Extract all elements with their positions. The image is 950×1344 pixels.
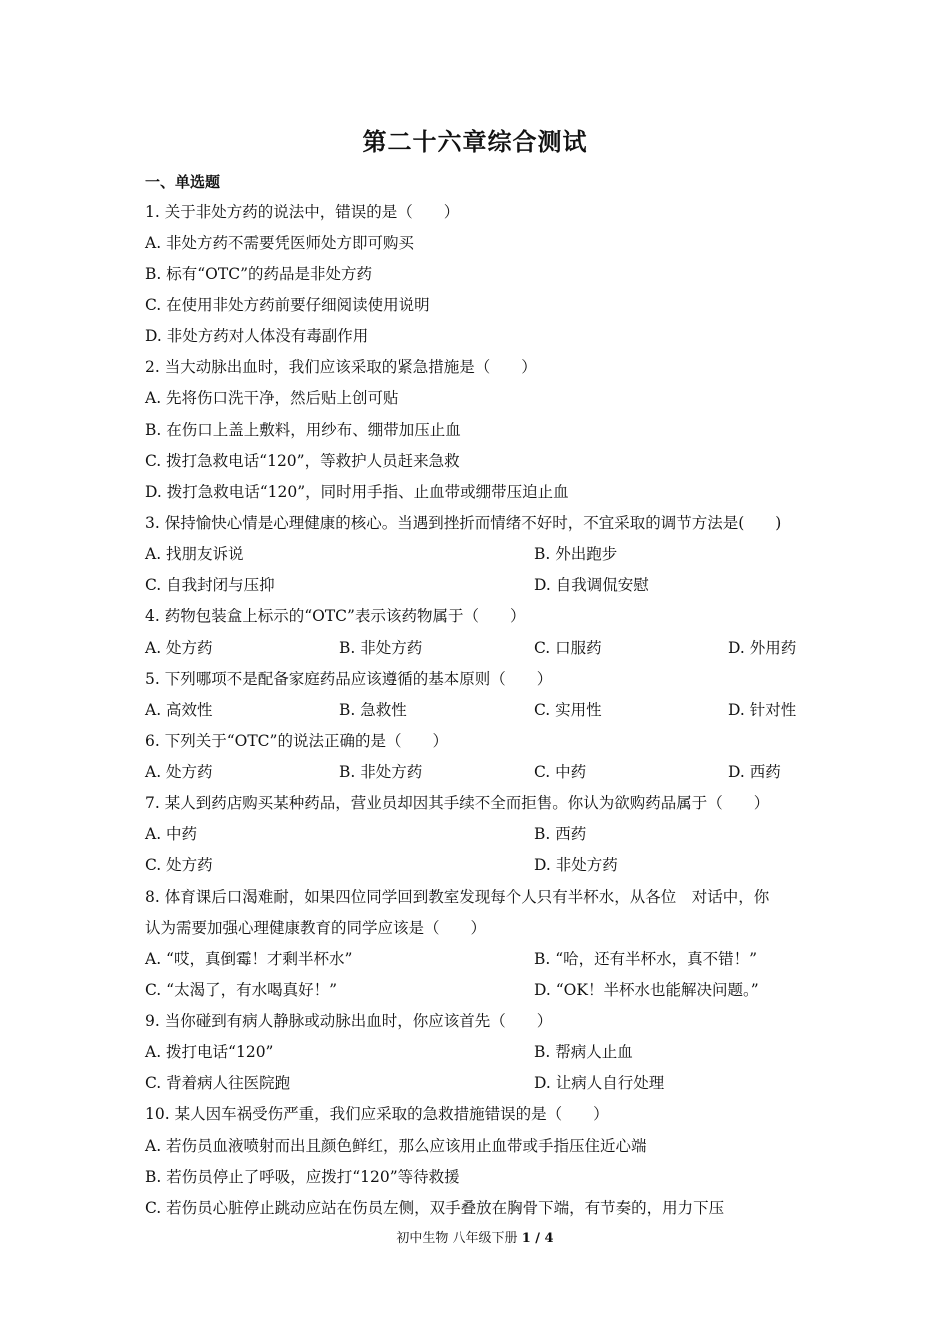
question-3-option-c: C. 自我封闭与压抑 [145, 576, 275, 594]
question-4-option-c: C. 口服药 [534, 639, 602, 657]
question-5-option-a: A. 高效性 [145, 701, 213, 719]
question-7-option-d: D. 非处方药 [534, 856, 618, 874]
question-7-stem: 7. 某人到药店购买某种药品，营业员却因其手续不全而拒售。你认为欲购药品属于（ ） [145, 794, 770, 812]
question-4-stem: 4. 药物包装盒上标示的“OTC”表示该药物属于（ ） [145, 607, 526, 625]
question-1-stem: 1. 关于非处方药的说法中，错误的是（ ） [145, 203, 460, 221]
question-1-option-c: C. 在使用非处方药前要仔细阅读使用说明 [145, 296, 430, 314]
question-2-option-b: B. 在伤口上盖上敷料，用纱布、绷带加压止血 [145, 421, 461, 439]
question-3-stem: 3. 保持愉快心情是心理健康的核心。当遇到挫折而情绪不好时，不宜采取的调节方法是( ) [145, 514, 782, 532]
question-7-option-b: B. 西药 [534, 825, 587, 843]
question-5-option-b: B. 急救性 [339, 701, 407, 719]
section-heading: 一、单选题 [145, 173, 221, 191]
question-9-option-c: C. 背着病人往医院跑 [145, 1074, 291, 1092]
question-8-option-a: A. “哎，真倒霉！才剩半杯水” [145, 950, 353, 968]
question-6-option-b: B. 非处方药 [339, 763, 423, 781]
question-6-option-a: A. 处方药 [145, 763, 213, 781]
question-8-option-c: C. “太渴了，有水喝真好！” [145, 981, 338, 999]
question-8-stem-line-1: 8. 体育课后口渴难耐，如果四位同学回到教室发现每个人只有半杯水，从各位 对话中，你 [145, 888, 770, 906]
question-9-option-a: A. 拨打电话“120” [145, 1043, 274, 1061]
question-10-stem: 10. 某人因车祸受伤严重，我们应采取的急救措施错误的是（ ） [145, 1105, 609, 1123]
question-5-stem: 5. 下列哪项不是配备家庭药品应该遵循的基本原则（ ） [145, 670, 553, 688]
question-6-stem: 6. 下列关于“OTC”的说法正确的是（ ） [145, 732, 448, 750]
question-4-option-b: B. 非处方药 [339, 639, 423, 657]
question-6-option-d: D. 西药 [728, 763, 781, 781]
question-8-option-d: D. “OK！半杯水也能解决问题。” [534, 981, 759, 999]
question-8-option-b: B. “哈，还有半杯水，真不错！” [534, 950, 758, 968]
question-4-option-d: D. 外用药 [728, 639, 797, 657]
question-2-option-d: D. 拨打急救电话“120”，同时用手指、止血带或绷带压迫止血 [145, 483, 569, 501]
question-1-option-a: A. 非处方药不需要凭医师处方即可购买 [145, 234, 415, 252]
question-10-option-a: A. 若伤员血液喷射而出且颜色鲜红，那么应该用止血带或手指压住近心端 [145, 1137, 647, 1155]
question-3-option-a: A. 找朋友诉说 [145, 545, 244, 563]
question-8-stem-line-2: 认为需要加强心理健康教育的同学应该是（ ） [145, 919, 487, 937]
question-1-option-b: B. 标有“OTC”的药品是非处方药 [145, 265, 372, 283]
page-number: 1 / 4 [521, 1231, 554, 1246]
question-7-option-c: C. 处方药 [145, 856, 213, 874]
question-2-stem: 2. 当大动脉出血时，我们应该采取的紧急措施是（ ） [145, 358, 537, 376]
question-10-option-c: C. 若伤员心脏停止跳动应站在伤员左侧，双手叠放在胸骨下端，有节奏的，用力下压 [145, 1199, 725, 1217]
page-footer [0, 1227, 950, 1246]
question-6-option-c: C. 中药 [534, 763, 587, 781]
question-9-option-d: D. 让病人自行处理 [534, 1074, 665, 1092]
question-9-stem: 9. 当你碰到有病人静脉或动脉出血时，你应该首先（ ） [145, 1012, 553, 1030]
question-7-option-a: A. 中药 [145, 825, 198, 843]
question-3-option-d: D. 自我调侃安慰 [534, 576, 649, 594]
question-5-option-d: D. 针对性 [728, 701, 797, 719]
question-9-option-b: B. 帮病人止血 [534, 1043, 633, 1061]
question-4-option-a: A. 处方药 [145, 639, 213, 657]
question-10-option-b: B. 若伤员停止了呼吸，应拨打“120”等待救援 [145, 1168, 460, 1186]
question-5-option-c: C. 实用性 [534, 701, 602, 719]
question-2-option-c: C. 拨打急救电话“120”，等救护人员赶来急救 [145, 452, 460, 470]
page-title: 第二十六章综合测试 [362, 127, 588, 156]
question-2-option-a: A. 先将伤口洗干净，然后贴上创可贴 [145, 389, 399, 407]
footer-course: 初中生物 八年级下册 [396, 1231, 522, 1246]
question-3-option-b: B. 外出跑步 [534, 545, 618, 563]
question-1-option-d: D. 非处方药对人体没有毒副作用 [145, 327, 369, 345]
